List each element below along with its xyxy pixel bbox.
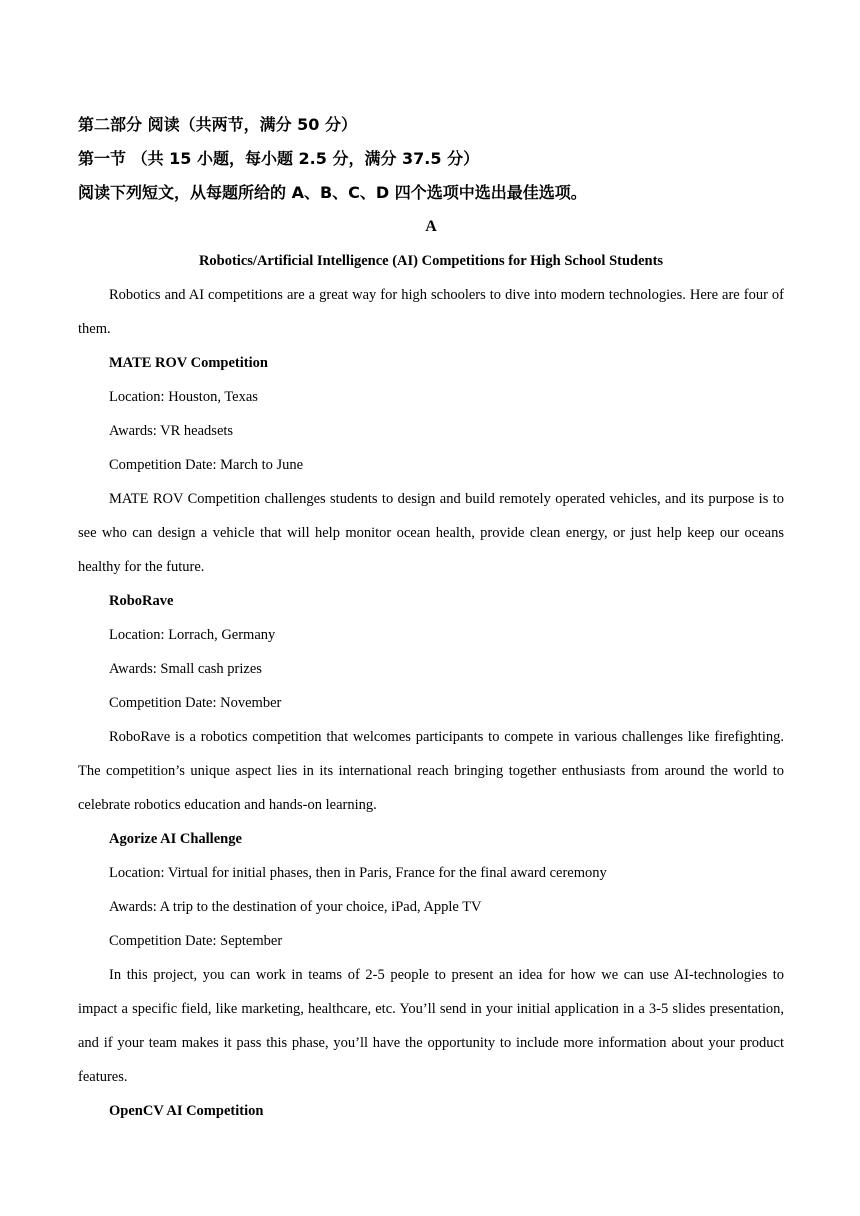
competition-description: MATE ROV Competition challenges students to design and build remotely operated vehicles, and its purpose is to see who can design a vehicle that will help monitor ocean health, provide clean energy, or just help keep our oceans healthy for the future. bbox=[78, 491, 784, 575]
passage-intro: Robotics and AI competitions are a great way for high schoolers to dive into modern technologies. Here are four of them. bbox=[78, 287, 784, 337]
instruction: 阅读下列短文，从每题所给的 A、B、C、D 四个选项中选出最佳选项。 bbox=[78, 183, 587, 202]
competition-awards: Awards: VR headsets bbox=[109, 423, 234, 439]
competition-block-opencv bbox=[78, 1094, 784, 1128]
passage-title: Robotics/Artificial Intelligence (AI) Competitions for High School Students bbox=[198, 253, 664, 269]
competition-date: Competition Date: November bbox=[109, 695, 282, 711]
competition-location: Location: Virtual for initial phases, then in Paris, France for the final award ceremony bbox=[109, 865, 607, 881]
competition-description: In this project, you can work in teams of 2-5 people to present an idea for how we can use AI-technologies to impact a specific field, like marketing, healthcare, etc. You’ll send in your initial application in a 3-5 slides presentation, and if your team makes it pass this phase, you’ll have the opportunity to include more information about your product features. bbox=[78, 967, 784, 1085]
competition-description: RoboRave is a robotics competition that welcomes participants to compete in various challenges like firefighting. The competition’s unique aspect lies in its international reach bringing together enthusiasts from around the world to celebrate robotics education and hands-on learning. bbox=[78, 729, 784, 813]
competition-date: Competition Date: March to June bbox=[109, 457, 304, 473]
competition-name: OpenCV AI Competition bbox=[109, 1103, 264, 1119]
competition-name: Agorize AI Challenge bbox=[109, 831, 242, 847]
competition-name: MATE ROV Competition bbox=[109, 355, 268, 371]
document-page bbox=[78, 108, 784, 1128]
competition-block-mate-rov bbox=[78, 346, 784, 584]
competition-date: Competition Date: September bbox=[109, 933, 283, 949]
competition-awards: Awards: A trip to the destination of your choice, iPad, Apple TV bbox=[109, 899, 482, 915]
section-title: 第一节 （共 15 小题，每小题 2.5 分，满分 37.5 分） bbox=[78, 149, 480, 168]
competition-location: Location: Houston, Texas bbox=[109, 389, 258, 405]
passage-letter: A bbox=[425, 218, 437, 235]
competition-awards: Awards: Small cash prizes bbox=[109, 661, 262, 677]
competition-name: RoboRave bbox=[109, 593, 174, 609]
competition-location: Location: Lorrach, Germany bbox=[109, 627, 276, 643]
part-title: 第二部分 阅读（共两节，满分 50 分） bbox=[78, 115, 357, 134]
competition-block-roborave bbox=[78, 584, 784, 822]
competition-block-agorize bbox=[78, 822, 784, 1094]
